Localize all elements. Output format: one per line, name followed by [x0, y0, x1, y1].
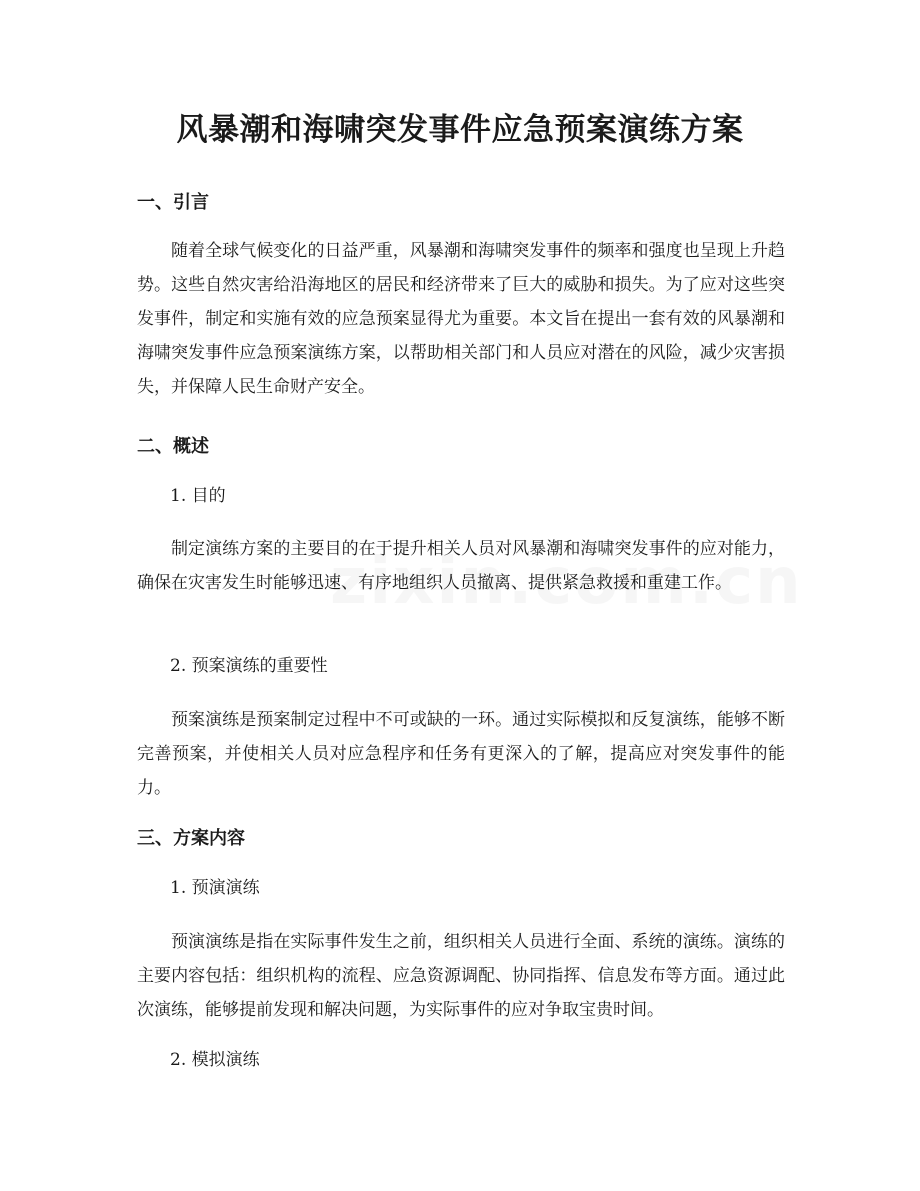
subheading-importance: 2. 预案演练的重要性 — [170, 656, 328, 676]
heading-intro: 一、引言 — [137, 192, 209, 213]
heading-overview: 二、概述 — [137, 436, 209, 457]
paragraph-rehearsal: 预演演练是指在实际事件发生之前，组织相关人员进行全面、系统的演练。演练的主要内容包括：组织机构的流程、应急资源调配、协同指挥、信息发布等方面。通过此次演练，能够提前发现和解决问题，为实际事件的应对争取宝贵时间。 — [137, 932, 785, 1020]
heading-content: 三、方案内容 — [137, 828, 245, 849]
document-title: 风暴潮和海啸突发事件应急预案演练方案 — [176, 112, 744, 148]
subheading-purpose: 1. 目的 — [170, 486, 226, 506]
subheading-rehearsal: 1. 预演演练 — [170, 878, 260, 898]
subheading-simulation: 2. 模拟演练 — [170, 1050, 260, 1070]
paragraph-intro: 随着全球气候变化的日益严重，风暴潮和海啸突发事件的频率和强度也呈现上升趋势。这些自然灾害给沿海地区的居民和经济带来了巨大的威胁和损失。为了应对这些突发事件，制定和实施有效的应急预案显得尤为重要。本文旨在提出一套有效的风暴潮和海啸突发事件应急预案演练方案，以帮助相关部门和人员应对潜在的风险，减少灾害损失，并保障人民生命财产安全。 — [137, 241, 785, 397]
paragraph-purpose: 制定演练方案的主要目的在于提升相关人员对风暴潮和海啸突发事件的应对能力，确保在灾害发生时能够迅速、有序地组织人员撤离、提供紧急救援和重建工作。 — [137, 539, 785, 593]
paragraph-importance: 预案演练是预案制定过程中不可或缺的一环。通过实际模拟和反复演练，能够不断完善预案，并使相关人员对应急程序和任务有更深入的了解，提高应对突发事件的能力。 — [137, 710, 785, 798]
